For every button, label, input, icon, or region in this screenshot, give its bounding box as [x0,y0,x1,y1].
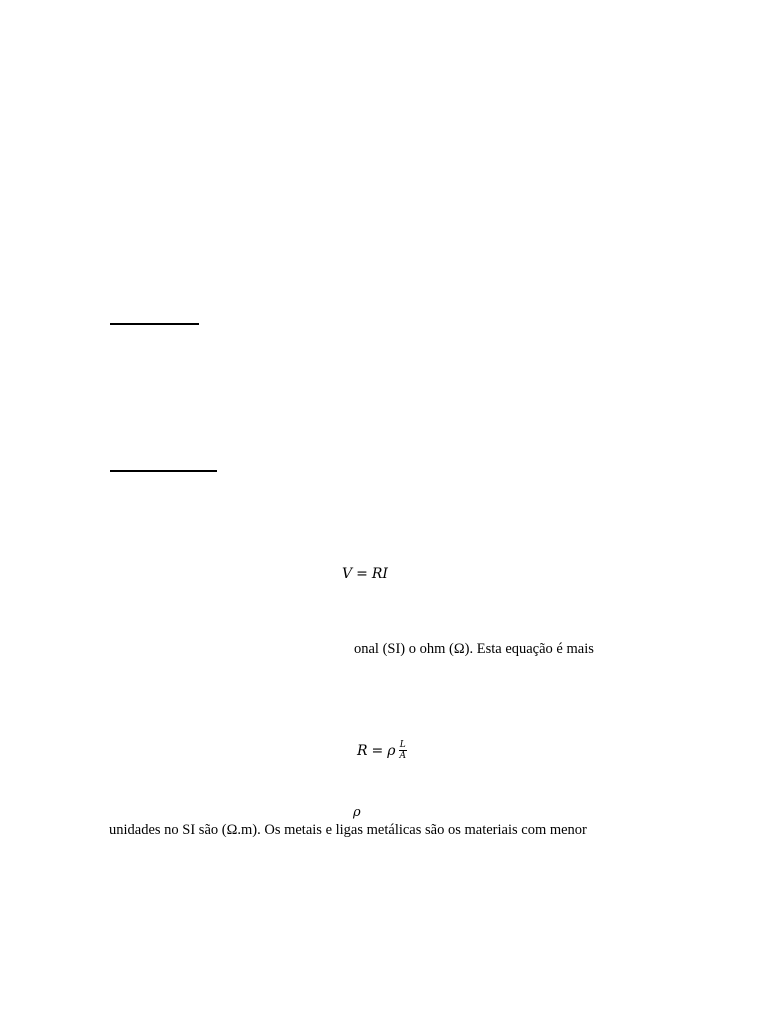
fraction-denominator: A [399,751,407,761]
paragraph-line-1: onal (SI) o ohm (Ω). Esta equação é mais [354,641,594,657]
fraction-numerator: L [399,740,406,750]
equation-fraction [399,740,408,761]
section-underline-2 [110,470,217,472]
rho-symbol: ρ [353,805,361,820]
resistance-equation [357,740,407,761]
paragraph-line-2: unidades no SI são (Ω.m). Os metais e ligas metálicas são os materiais com menor [109,822,587,838]
equation-variable-v: V [342,566,353,582]
equation-equals: = [371,742,384,759]
section-underline-1 [110,323,199,325]
equation-variable-r: R [357,742,368,759]
equation-equals: = [356,566,368,582]
equation-variable-ri: RI [371,566,388,582]
equation-variable-rho: ρ [387,742,396,759]
ohm-law-equation [342,566,388,582]
